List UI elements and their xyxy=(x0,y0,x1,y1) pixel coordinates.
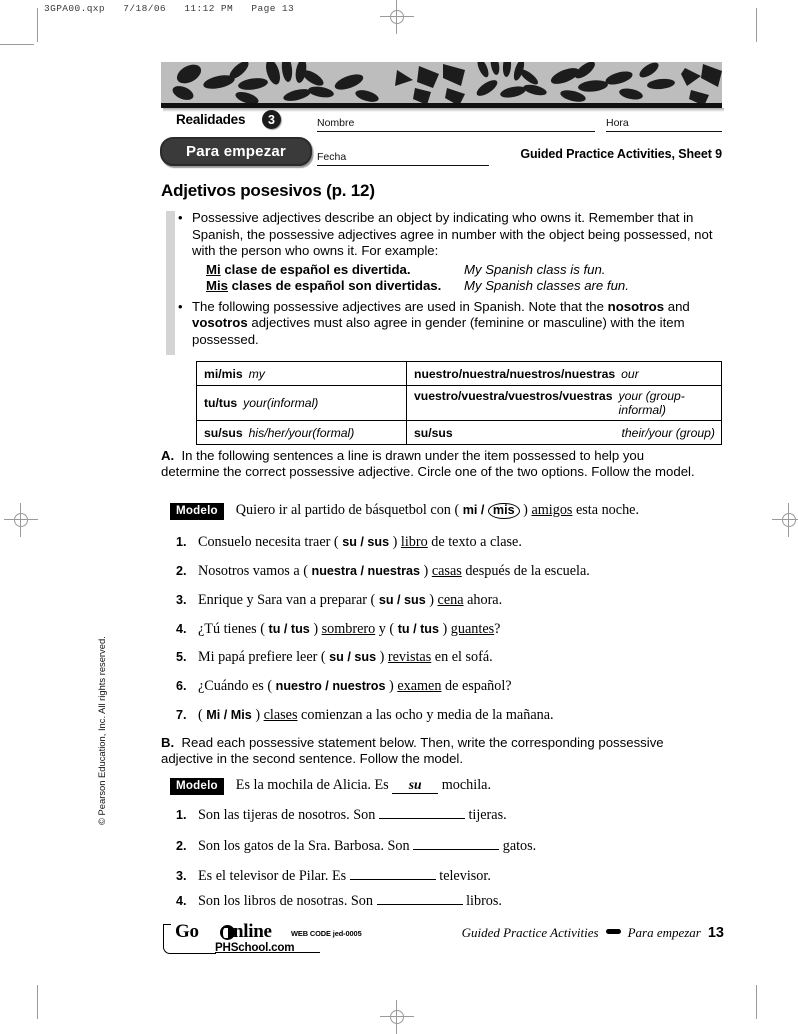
trim-line-bottom-right xyxy=(756,985,757,1019)
note2-nosotros: nosotros xyxy=(607,298,665,314)
web-code: WEB CODE jed-0005 xyxy=(291,929,362,938)
possessed-item: libro xyxy=(400,534,428,550)
option-3[interactable]: tu xyxy=(397,622,410,636)
section-b-item xyxy=(176,807,507,824)
option-2[interactable]: Mis xyxy=(230,708,252,722)
item-sentence xyxy=(198,621,500,638)
item-tail: después de la escuela. xyxy=(461,563,590,579)
section-a-letter: A. xyxy=(161,448,175,463)
section-a-item xyxy=(176,534,522,551)
hora-field[interactable] xyxy=(606,131,722,132)
item-number: 3. xyxy=(176,593,187,607)
item-tail: de texto a clase. xyxy=(427,534,522,550)
decorative-banner xyxy=(161,62,722,105)
registration-mark-bottom xyxy=(380,1000,414,1034)
option-1[interactable]: su xyxy=(378,593,394,607)
section-a-item xyxy=(176,592,502,609)
registration-mark-left xyxy=(4,503,38,537)
option-2[interactable]: sus xyxy=(404,593,426,607)
table-cell-right xyxy=(407,362,722,386)
option-1[interactable]: su xyxy=(329,650,344,664)
item-number: 4. xyxy=(176,894,187,908)
trim-line-top-right xyxy=(756,8,757,42)
answer-blank[interactable] xyxy=(377,904,463,905)
item-number: 5. xyxy=(176,650,187,664)
item-mid-2: ) xyxy=(438,621,451,637)
page-title: Adjetivos posesivos (p. 12) xyxy=(161,181,375,200)
option-separator: / xyxy=(321,679,333,693)
grammar-notes xyxy=(178,210,723,350)
example-possessive: Mis xyxy=(206,278,228,294)
item-mid: ) xyxy=(309,621,322,637)
modelo-tail: mochila. xyxy=(438,777,491,793)
table-row xyxy=(197,362,722,386)
item-pre: Mi papá prefiere leer ( xyxy=(198,649,330,665)
item-pre: Es el televisor de Pilar. Es xyxy=(198,868,350,884)
section-a-item xyxy=(176,678,512,695)
item-tail: tijeras. xyxy=(464,807,507,823)
example-spanish-rest: clases de español son divertidas. xyxy=(227,278,442,294)
trim-line-bottom-left xyxy=(37,985,38,1019)
level-badge: 3 xyxy=(262,110,281,129)
item-mid: ) xyxy=(385,678,398,694)
answer-blank[interactable] xyxy=(350,879,436,880)
option-2[interactable]: nuestras xyxy=(367,564,420,578)
fecha-label: Fecha xyxy=(317,151,347,163)
modelo-sentence xyxy=(236,777,491,794)
item-tail: de español? xyxy=(441,678,512,694)
table-cell-left xyxy=(197,421,407,445)
item-number: 1. xyxy=(176,808,187,822)
item-pre: ( xyxy=(198,707,207,723)
hora-label: Hora xyxy=(606,117,629,129)
phschool-url[interactable]: PHSchool.com xyxy=(215,941,295,954)
item-sentence xyxy=(198,707,554,724)
note2-part-e: adjectives must also agree in gender (feminine or masculine) with the item possessed. xyxy=(192,315,685,347)
modelo-label: Modelo xyxy=(170,503,224,520)
section-b-modelo xyxy=(170,777,491,795)
table-row xyxy=(197,421,722,445)
item-pre: Nosotros vamos a ( xyxy=(198,563,312,579)
table-cell-left xyxy=(197,386,407,421)
example-possessive: Mi xyxy=(206,261,221,277)
item-mid: ) xyxy=(420,563,432,579)
answer-blank[interactable] xyxy=(379,818,465,819)
item-number: 7. xyxy=(176,708,187,722)
table-cell-right xyxy=(407,421,722,445)
series-title: Realidades xyxy=(176,112,246,127)
section-b-instructions xyxy=(161,735,706,768)
table-cell-right xyxy=(407,386,722,421)
item-sentence xyxy=(198,563,590,580)
item-mid: ) xyxy=(389,534,401,550)
item-sentence xyxy=(198,678,512,695)
possessed-item: cena xyxy=(437,592,464,608)
possessed-item: casas xyxy=(431,563,462,579)
item-tail: comienzan a las ocho y media de la mañana. xyxy=(297,707,554,723)
term: vuestro/vuestra/vuestros/vuestras xyxy=(414,389,613,403)
term: mi/mis xyxy=(204,366,243,381)
note-bullet-2 xyxy=(178,299,723,349)
note-accent-bar xyxy=(166,211,175,355)
footer-caption xyxy=(462,925,724,941)
registration-mark-top xyxy=(380,0,414,34)
modelo-answer-blank[interactable]: su xyxy=(392,777,438,794)
term: nuestro/nuestra/nuestros/nuestras xyxy=(414,366,616,381)
note-bullet-1 xyxy=(178,210,723,260)
item-pre: Son los libros de nosotras. Son xyxy=(198,893,377,909)
item-sentence xyxy=(198,868,491,885)
example-list xyxy=(206,262,723,295)
item-pre: Son las tijeras de nosotros. Son xyxy=(198,807,379,823)
option-separator: / xyxy=(477,503,488,517)
section-b-letter: B. xyxy=(161,735,175,750)
item-mid: ) xyxy=(425,592,438,608)
option-separator: / xyxy=(220,708,231,722)
modelo-tail: esta noche. xyxy=(572,502,640,518)
modelo-label: Modelo xyxy=(170,778,224,795)
item-sentence xyxy=(198,807,507,824)
possessed-item: examen xyxy=(397,678,442,694)
example-english: My Spanish classes are fun. xyxy=(464,278,629,294)
option-1[interactable]: nuestra xyxy=(311,564,357,578)
item-number: 2. xyxy=(176,564,187,578)
possessed-item: clases xyxy=(263,707,298,723)
option-1[interactable]: tu xyxy=(268,622,281,636)
possessed-item-2: guantes xyxy=(450,621,495,637)
option-2[interactable]: sus xyxy=(367,535,390,549)
note-bullet-1-text: Possessive adjectives describe an object by indicating who owns it. Remember that in Spanish, the possessive adjectives agree in number with the object being possessed, not with the person who owns it. For example: xyxy=(192,210,713,259)
item-tail-2: ? xyxy=(494,621,501,637)
example-spanish xyxy=(206,278,464,294)
footer-unit-note: Para empezar xyxy=(627,925,701,940)
section-a-instructions xyxy=(161,448,706,481)
option-2[interactable]: tus xyxy=(290,622,310,636)
item-sentence xyxy=(198,838,536,855)
note2-part-a: The following possessive adjectives are used in Spanish. Note that the xyxy=(192,298,608,314)
table-cell-left xyxy=(197,362,407,386)
logo-online-text: nline xyxy=(233,921,272,942)
logo-go-text: Go xyxy=(175,921,199,942)
item-sentence xyxy=(198,649,493,666)
logo-bracket-tip-icon xyxy=(163,924,171,925)
item-pre: Enrique y Sara van a preparar ( xyxy=(198,592,379,608)
item-tail: gatos. xyxy=(499,838,537,854)
option-2-circled[interactable]: mis xyxy=(488,503,520,519)
option-separator: / xyxy=(343,650,355,664)
example-row xyxy=(206,262,723,278)
note2-vosotros: vosotros xyxy=(192,315,248,331)
section-a-item xyxy=(176,621,500,638)
item-sentence xyxy=(198,893,502,910)
example-row xyxy=(206,278,723,294)
option-separator: / xyxy=(356,535,368,549)
option-1[interactable]: su xyxy=(342,535,357,549)
item-pre: ¿Cuándo es ( xyxy=(198,678,276,694)
item-tail: en el sofá. xyxy=(431,649,493,665)
term: tu/tus xyxy=(204,396,238,410)
item-mid: ) xyxy=(376,649,388,665)
copyright-notice: © Pearson Education, Inc. All rights reserved. xyxy=(96,636,107,825)
item-tail: televisor. xyxy=(435,868,491,884)
section-a-item xyxy=(176,707,554,724)
unit-pill: Para empezar xyxy=(160,137,312,166)
term: su/sus xyxy=(204,425,243,440)
item-pre: Consuelo necesita traer ( xyxy=(198,534,343,550)
go-online-logo[interactable] xyxy=(163,921,403,957)
gloss: your(informal) xyxy=(243,396,319,410)
item-number: 3. xyxy=(176,869,187,883)
page-number: 13 xyxy=(707,925,724,941)
section-a-modelo xyxy=(170,502,639,520)
bullet-icon: • xyxy=(178,210,183,225)
possessed-item: amigos xyxy=(531,502,573,518)
option-2[interactable]: sus xyxy=(354,650,377,664)
example-spanish-rest: clase de español es divertida. xyxy=(220,261,411,277)
item-sentence xyxy=(198,534,522,551)
item-tail: ahora. xyxy=(463,592,503,608)
item-number: 6. xyxy=(176,679,187,693)
trim-line-left-upper xyxy=(0,44,34,45)
table-row xyxy=(197,386,722,421)
bullet-icon: • xyxy=(178,298,183,314)
example-english: My Spanish class is fun. xyxy=(464,261,606,277)
gloss: his/her/your(formal) xyxy=(248,425,355,440)
nombre-label: Nombre xyxy=(317,117,355,129)
banner-shadow xyxy=(163,108,724,112)
option-4[interactable]: tus xyxy=(420,622,439,636)
answer-blank[interactable] xyxy=(413,849,499,850)
possessed-item: revistas xyxy=(387,649,432,665)
sheet-identifier: Guided Practice Activities, Sheet 9 xyxy=(520,147,722,161)
item-sentence xyxy=(198,592,502,609)
possessive-adjectives-table xyxy=(196,361,722,445)
section-a-item xyxy=(176,649,493,666)
item-number: 4. xyxy=(176,622,187,636)
modelo-paren: ) xyxy=(519,502,532,518)
footer-dash-icon xyxy=(606,929,621,934)
section-b-instruction-text: Read each possessive statement below. Then, write the corresponding possessive adjective in the second sentence. Follow the model. xyxy=(161,735,664,767)
term: su/sus xyxy=(414,425,453,440)
item-tail: y ( xyxy=(375,621,398,637)
option-2[interactable]: nuestros xyxy=(332,679,386,693)
possessed-item: sombrero xyxy=(321,621,376,637)
option-separator-2: / xyxy=(409,622,421,636)
option-separator: / xyxy=(280,622,291,636)
option-1[interactable]: Mi xyxy=(206,708,221,722)
gloss: my xyxy=(248,366,265,381)
option-separator: / xyxy=(393,593,405,607)
item-number: 1. xyxy=(176,535,187,549)
note-bullet-2-text xyxy=(192,299,723,349)
item-number: 2. xyxy=(176,839,187,853)
section-a-item xyxy=(176,563,590,580)
option-1[interactable]: mi xyxy=(462,503,478,517)
item-tail: libros. xyxy=(462,893,502,909)
nombre-field[interactable] xyxy=(317,131,595,132)
gloss: your (group-informal) xyxy=(618,389,685,417)
fecha-field[interactable] xyxy=(317,165,489,166)
gloss: our xyxy=(621,366,639,381)
registration-mark-right xyxy=(772,503,798,537)
option-separator: / xyxy=(357,564,368,578)
modelo-pre: Es la mochila de Alicia. Es xyxy=(235,777,393,793)
section-b-item xyxy=(176,838,536,855)
section-b-item xyxy=(176,868,491,885)
gloss: their/your (group) xyxy=(621,425,715,440)
example-spanish xyxy=(206,262,464,278)
option-1[interactable]: nuestro xyxy=(275,679,322,693)
item-mid: ) xyxy=(251,707,264,723)
trim-line-top-left xyxy=(37,8,38,42)
item-pre: ¿Tú tienes ( xyxy=(198,621,269,637)
footer-series-note: Guided Practice Activities xyxy=(461,925,599,940)
modelo-sentence xyxy=(236,502,639,519)
modelo-pre: Quiero ir al partido de básquetbol con ( xyxy=(235,502,463,518)
section-b-item xyxy=(176,893,502,910)
item-pre: Son los gatos de la Sra. Barbosa. Son xyxy=(198,838,414,854)
prepress-slug: 3GPA00.qxp 7/18/06 11:12 PM Page 13 xyxy=(44,3,295,14)
note2-part-c: and xyxy=(664,298,690,314)
section-a-instruction-text: In the following sentences a line is drawn under the item possessed to help you determine the correct possessive adjective. Circle one of the two options. Follow the model. xyxy=(161,448,695,480)
